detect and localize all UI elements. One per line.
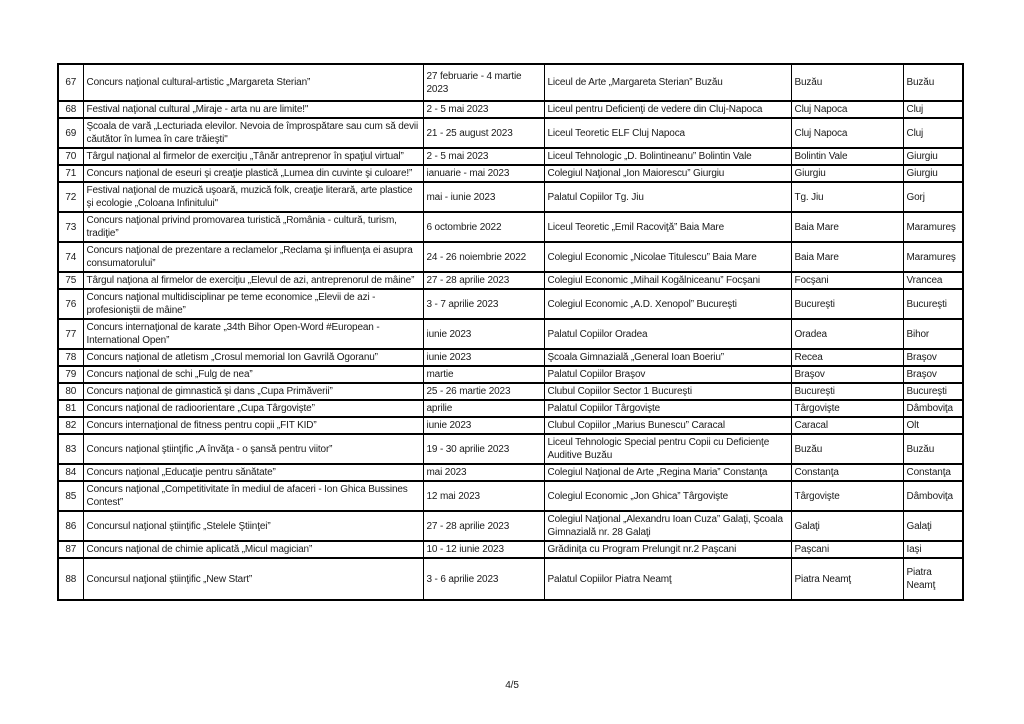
table-row xyxy=(58,511,963,541)
event-date-cell: mai 2023 xyxy=(423,464,544,481)
event-name-cell: Concurs naţional de eseuri şi creaţie plastică „Lumea din cuvinte şi culoare!” xyxy=(83,165,423,182)
table-row xyxy=(58,101,963,118)
institution-cell: Liceul Teoretic „Emil Racoviţă” Baia Mare xyxy=(544,212,791,242)
county-cell: Giurgiu xyxy=(903,165,963,182)
event-date-cell: mai - iunie 2023 xyxy=(423,182,544,212)
row-number-cell: 84 xyxy=(58,464,83,481)
county-cell: Olt xyxy=(903,417,963,434)
city-cell: Bucureşti xyxy=(791,383,903,400)
institution-cell: Liceul de Arte „Margareta Sterian” Buzău xyxy=(544,64,791,101)
table-row xyxy=(58,558,963,600)
institution-cell: Colegiul Economic „Jon Ghica” Târgovişte xyxy=(544,481,791,511)
event-name-cell: Concurs naţional cultural-artistic „Margareta Sterian” xyxy=(83,64,423,101)
event-date-cell: ianuarie - mai 2023 xyxy=(423,165,544,182)
table-row xyxy=(58,319,963,349)
event-date-cell: iunie 2023 xyxy=(423,349,544,366)
row-number-cell: 67 xyxy=(58,64,83,101)
county-cell: Buzău xyxy=(903,434,963,464)
event-name-cell: Concurs naţional privind promovarea turistică „România - cultură, turism, tradiţie” xyxy=(83,212,423,242)
row-number-cell: 76 xyxy=(58,289,83,319)
table-row xyxy=(58,182,963,212)
city-cell: Bolintin Vale xyxy=(791,148,903,165)
county-cell: Braşov xyxy=(903,349,963,366)
row-number-cell: 85 xyxy=(58,481,83,511)
table-row xyxy=(58,464,963,481)
city-cell: Constanţa xyxy=(791,464,903,481)
row-number-cell: 72 xyxy=(58,182,83,212)
event-name-cell: Concurs internaţional de fitness pentru copii „FIT KID” xyxy=(83,417,423,434)
event-name-cell: Şcoala de vară „Lecturiada elevilor. Nevoia de împrospătare sau cum să devii căutător în lumea în care trăieşti" xyxy=(83,118,423,148)
table-row xyxy=(58,541,963,558)
city-cell: Baia Mare xyxy=(791,212,903,242)
institution-cell: Colegiul Naţional „Ion Maiorescu” Giurgiu xyxy=(544,165,791,182)
event-name-cell: Concurs internaţional de karate „34th Bihor Open-Word #European - International Open” xyxy=(83,319,423,349)
row-number-cell: 82 xyxy=(58,417,83,434)
county-cell: Iaşi xyxy=(903,541,963,558)
event-date-cell: 27 - 28 aprilie 2023 xyxy=(423,511,544,541)
institution-cell: Grădiniţa cu Program Prelungit nr.2 Paşcani xyxy=(544,541,791,558)
county-cell: Bucureşti xyxy=(903,289,963,319)
event-name-cell: Concurs naţional „Competitivitate în mediul de afaceri - Ion Ghica Bussines Contest” xyxy=(83,481,423,511)
table-row xyxy=(58,481,963,511)
county-cell: Constanţa xyxy=(903,464,963,481)
event-date-cell: 19 - 30 aprilie 2023 xyxy=(423,434,544,464)
table-row xyxy=(58,383,963,400)
event-date-cell: 24 - 26 noiembrie 2022 xyxy=(423,242,544,272)
row-number-cell: 71 xyxy=(58,165,83,182)
row-number-cell: 69 xyxy=(58,118,83,148)
event-name-cell: Târgul naţiona al firmelor de exerciţiu „Elevul de azi, antreprenorul de mâine” xyxy=(83,272,423,289)
table-body xyxy=(58,64,963,600)
county-cell: Maramureş xyxy=(903,242,963,272)
page-number: 4/5 xyxy=(505,680,519,691)
county-cell: Maramureş xyxy=(903,212,963,242)
event-date-cell: martie xyxy=(423,366,544,383)
city-cell: Tg. Jiu xyxy=(791,182,903,212)
institution-cell: Palatul Copiilor Târgovişte xyxy=(544,400,791,417)
city-cell: Baia Mare xyxy=(791,242,903,272)
institution-cell: Colegiul Naţional „Alexandru Ioan Cuza” Galaţi, Şcoala Gimnazială nr. 28 Galaţi xyxy=(544,511,791,541)
row-number-cell: 68 xyxy=(58,101,83,118)
county-cell: Cluj xyxy=(903,101,963,118)
city-cell: Paşcani xyxy=(791,541,903,558)
county-cell: Dâmboviţa xyxy=(903,481,963,511)
table-row xyxy=(58,417,963,434)
table-row xyxy=(58,400,963,417)
county-cell: Cluj xyxy=(903,118,963,148)
city-cell: Târgovişte xyxy=(791,481,903,511)
event-name-cell: Concurs naţional de prezentare a reclamelor „Reclama şi influenţa ei asupra consumatorului” xyxy=(83,242,423,272)
event-date-cell: iunie 2023 xyxy=(423,417,544,434)
city-cell: Giurgiu xyxy=(791,165,903,182)
row-number-cell: 73 xyxy=(58,212,83,242)
row-number-cell: 81 xyxy=(58,400,83,417)
row-number-cell: 77 xyxy=(58,319,83,349)
event-name-cell: Concurs naţional de gimnastică şi dans „Cupa Primăverii” xyxy=(83,383,423,400)
city-cell: Braşov xyxy=(791,366,903,383)
event-name-cell: Concurs naţional de atletism „Crosul memorial Ion Gavrilă Ogoranu” xyxy=(83,349,423,366)
city-cell: Cluj Napoca xyxy=(791,101,903,118)
city-cell: Buzău xyxy=(791,434,903,464)
row-number-cell: 74 xyxy=(58,242,83,272)
row-number-cell: 70 xyxy=(58,148,83,165)
event-date-cell: 27 - 28 aprilie 2023 xyxy=(423,272,544,289)
table-row xyxy=(58,272,963,289)
event-name-cell: Concurs naţional ştiinţific „A învăţa - o şansă pentru viitor” xyxy=(83,434,423,464)
table-row xyxy=(58,212,963,242)
county-cell: Dâmboviţa xyxy=(903,400,963,417)
institution-cell: Colegiul Economic „Nicolae Titulescu” Baia Mare xyxy=(544,242,791,272)
institution-cell: Colegiul Economic „A.D. Xenopol” Bucureşti xyxy=(544,289,791,319)
table-row xyxy=(58,349,963,366)
institution-cell: Şcoala Gimnazială „General Ioan Boeriu” xyxy=(544,349,791,366)
institution-cell: Palatul Copiilor Oradea xyxy=(544,319,791,349)
institution-cell: Colegiul Naţional de Arte „Regina Maria” Constanţa xyxy=(544,464,791,481)
event-name-cell: Concurs naţional de schi „Fulg de nea” xyxy=(83,366,423,383)
event-date-cell: 2 - 5 mai 2023 xyxy=(423,148,544,165)
event-name-cell: Concurs naţional de chimie aplicată „Micul magician” xyxy=(83,541,423,558)
institution-cell: Palatul Copiilor Piatra Neamţ xyxy=(544,558,791,600)
city-cell: Galaţi xyxy=(791,511,903,541)
event-date-cell: 12 mai 2023 xyxy=(423,481,544,511)
city-cell: Oradea xyxy=(791,319,903,349)
event-date-cell: 3 - 6 aprilie 2023 xyxy=(423,558,544,600)
event-name-cell: Concurs naţional multidisciplinar pe teme economice „Elevii de azi - profesioniştii de mâine” xyxy=(83,289,423,319)
table-row xyxy=(58,148,963,165)
row-number-cell: 78 xyxy=(58,349,83,366)
institution-cell: Palatul Copiilor Tg. Jiu xyxy=(544,182,791,212)
county-cell: Bucureşti xyxy=(903,383,963,400)
event-date-cell: iunie 2023 xyxy=(423,319,544,349)
row-number-cell: 80 xyxy=(58,383,83,400)
city-cell: Caracal xyxy=(791,417,903,434)
row-number-cell: 75 xyxy=(58,272,83,289)
event-date-cell: 6 octombrie 2022 xyxy=(423,212,544,242)
institution-cell: Liceul Tehnologic „D. Bolintineanu” Bolintin Vale xyxy=(544,148,791,165)
row-number-cell: 88 xyxy=(58,558,83,600)
event-name-cell: Concursul naţional ştiinţific „New Start” xyxy=(83,558,423,600)
county-cell: Piatra Neamţ xyxy=(903,558,963,600)
event-date-cell: 27 februarie - 4 martie 2023 xyxy=(423,64,544,101)
county-cell: Gorj xyxy=(903,182,963,212)
event-name-cell: Festival naţional cultural „Miraje - arta nu are limite!" xyxy=(83,101,423,118)
institution-cell: Colegiul Economic „Mihail Kogălniceanu” Focşani xyxy=(544,272,791,289)
event-name-cell: Concurs naţional „Educaţie pentru sănătate” xyxy=(83,464,423,481)
table-row xyxy=(58,165,963,182)
event-date-cell: 3 - 7 aprilie 2023 xyxy=(423,289,544,319)
institution-cell: Palatul Copiilor Braşov xyxy=(544,366,791,383)
event-date-cell: 10 - 12 iunie 2023 xyxy=(423,541,544,558)
table-row xyxy=(58,289,963,319)
institution-cell: Liceul Tehnologic Special pentru Copii cu Deficienţe Auditive Buzău xyxy=(544,434,791,464)
event-name-cell: Târgul naţional al firmelor de exerciţiu „Tânăr antreprenor în spaţiul virtual” xyxy=(83,148,423,165)
contests-table xyxy=(57,63,964,601)
row-number-cell: 87 xyxy=(58,541,83,558)
county-cell: Braşov xyxy=(903,366,963,383)
event-name-cell: Concurs naţional de radioorientare „Cupa Târgovişte” xyxy=(83,400,423,417)
institution-cell: Clubul Copiilor Sector 1 Bucureşti xyxy=(544,383,791,400)
city-cell: Bucureşti xyxy=(791,289,903,319)
city-cell: Piatra Neamţ xyxy=(791,558,903,600)
event-date-cell: 25 - 26 martie 2023 xyxy=(423,383,544,400)
table-row xyxy=(58,118,963,148)
institution-cell: Clubul Copiilor „Marius Bunescu” Caracal xyxy=(544,417,791,434)
table-row xyxy=(58,242,963,272)
county-cell: Bihor xyxy=(903,319,963,349)
county-cell: Galaţi xyxy=(903,511,963,541)
event-date-cell: aprilie xyxy=(423,400,544,417)
institution-cell: Liceul pentru Deficienţi de vedere din Cluj-Napoca xyxy=(544,101,791,118)
table-row xyxy=(58,366,963,383)
city-cell: Târgovişte xyxy=(791,400,903,417)
county-cell: Vrancea xyxy=(903,272,963,289)
row-number-cell: 86 xyxy=(58,511,83,541)
event-date-cell: 21 - 25 august 2023 xyxy=(423,118,544,148)
city-cell: Buzău xyxy=(791,64,903,101)
city-cell: Focşani xyxy=(791,272,903,289)
row-number-cell: 79 xyxy=(58,366,83,383)
city-cell: Recea xyxy=(791,349,903,366)
event-name-cell: Festival naţional de muzică uşoară, muzică folk, creaţie literară, arte plastice şi ecologie „Coloana Infinitului" xyxy=(83,182,423,212)
event-date-cell: 2 - 5 mai 2023 xyxy=(423,101,544,118)
event-name-cell: Concursul naţional ştiinţific „Stelele Ştiinţei” xyxy=(83,511,423,541)
table-row xyxy=(58,434,963,464)
county-cell: Giurgiu xyxy=(903,148,963,165)
institution-cell: Liceul Teoretic ELF Cluj Napoca xyxy=(544,118,791,148)
city-cell: Cluj Napoca xyxy=(791,118,903,148)
table-row xyxy=(58,64,963,101)
county-cell: Buzău xyxy=(903,64,963,101)
row-number-cell: 83 xyxy=(58,434,83,464)
